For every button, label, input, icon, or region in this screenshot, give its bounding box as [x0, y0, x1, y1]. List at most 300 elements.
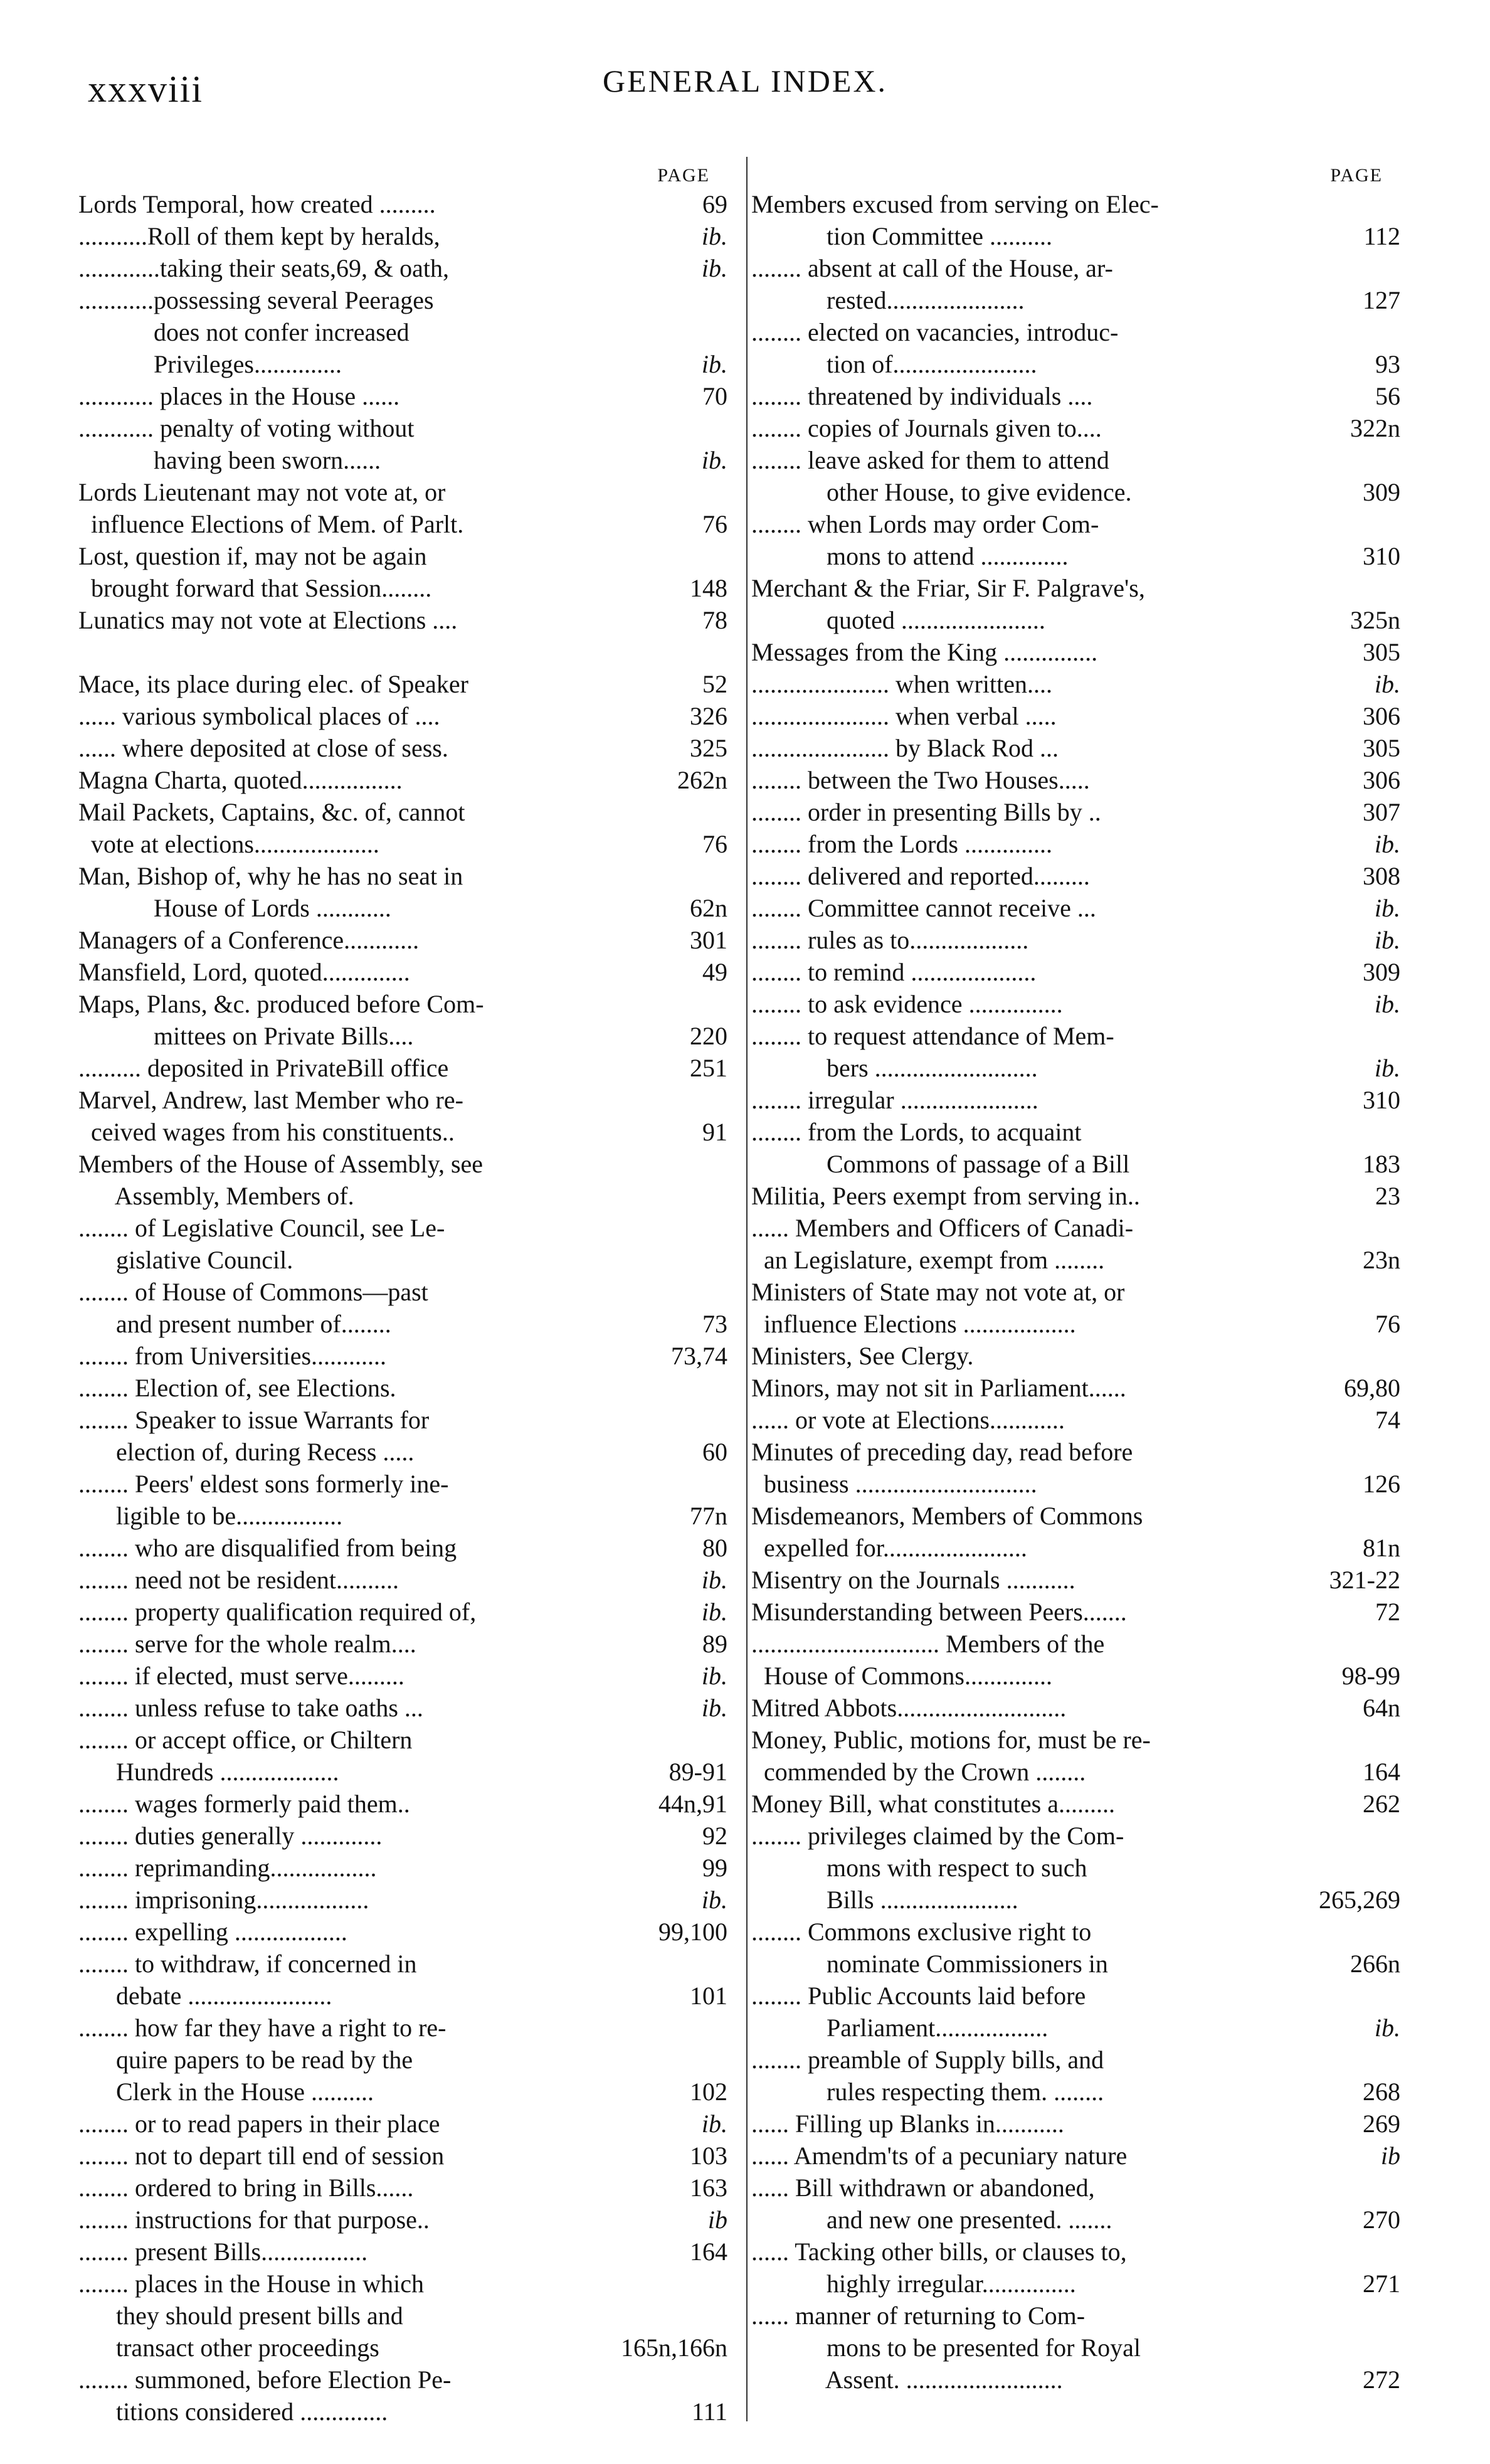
page-reference: 73,74	[671, 1342, 727, 1370]
index-entry	[751, 1724, 1400, 1756]
page-reference: 56	[1375, 382, 1400, 410]
entry-text: Lost, question if, may not be again	[78, 542, 427, 570]
index-entry	[751, 1916, 1400, 1948]
page-reference: 91	[702, 1118, 727, 1146]
entry-text: Misdemeanors, Members of Commons	[751, 1502, 1143, 1530]
entry-text: ........ when Lords may order Com-	[751, 510, 1099, 538]
entry-text: ........ need not be resident..........	[78, 1566, 399, 1594]
page-reference: 89	[702, 1630, 727, 1658]
entry-text: ...... Members and Officers of Canadi-	[751, 1214, 1134, 1242]
page-number: xxxviii	[88, 68, 204, 110]
page-reference: 23	[1375, 1182, 1400, 1210]
page-reference: 326	[690, 702, 727, 730]
index-entry	[751, 828, 1400, 860]
page-reference: 23n	[1363, 1246, 1400, 1274]
entry-text: ...... where deposited at close of sess.	[78, 734, 448, 762]
index-entry	[751, 2236, 1400, 2268]
entry-text: nominate Commissioners in	[751, 1950, 1108, 1978]
index-entry	[78, 252, 727, 284]
running-head: GENERAL INDEX.	[603, 63, 887, 98]
index-entry	[78, 1788, 727, 1820]
page-reference: 76	[702, 830, 727, 858]
index-entry	[751, 1340, 1400, 1372]
entry-text: Commons of passage of a Bill	[751, 1150, 1130, 1178]
entry-text: ligible to be.................	[78, 1502, 343, 1530]
entry-text: rules respecting them. ........	[751, 2078, 1104, 2106]
entry-text: bers ..........................	[751, 1054, 1038, 1082]
index-entry	[78, 1404, 727, 1436]
index-entry	[751, 284, 1400, 316]
index-entry	[78, 348, 727, 380]
entry-text: ........ preamble of Supply bills, and	[751, 2046, 1104, 2074]
page-reference: ib.	[701, 350, 727, 378]
entry-text: quoted .......................	[751, 606, 1045, 634]
page-reference: 270	[1363, 2206, 1400, 2234]
entry-text: other House, to give evidence.	[751, 478, 1132, 506]
page-reference: ib.	[701, 1598, 727, 1626]
page-reference: 183	[1363, 1150, 1400, 1178]
index-entry	[78, 1596, 727, 1628]
entry-text: Magna Charta, quoted................	[78, 766, 403, 794]
page-reference: 49	[702, 958, 727, 986]
page-reference: ib.	[1374, 926, 1400, 954]
index-entry	[751, 476, 1400, 508]
page-reference: 126	[1363, 1470, 1400, 1498]
index-entry	[751, 1852, 1400, 1884]
entry-text: election of, during Recess .....	[78, 1438, 415, 1466]
entry-text: Members excused from serving on Elec-	[751, 190, 1159, 218]
index-entry	[78, 1916, 727, 1948]
index-entry	[78, 636, 727, 668]
page-reference: 93	[1375, 350, 1400, 378]
page-reference: 72	[1375, 1598, 1400, 1626]
index-entry	[78, 1340, 727, 1372]
entry-text: transact other proceedings	[78, 2334, 379, 2362]
index-entry	[78, 956, 727, 988]
entry-text: mons to be presented for Royal	[751, 2334, 1141, 2362]
entry-text: ........ from the Lords, to acquaint	[751, 1118, 1082, 1146]
entry-text: ........ Commons exclusive right to	[751, 1918, 1092, 1946]
page-reference: 308	[1363, 862, 1400, 890]
page-reference: ib.	[701, 1662, 727, 1690]
index-entry	[78, 284, 727, 316]
index-entry	[751, 1692, 1400, 1724]
index-entry	[751, 444, 1400, 476]
index-entry	[751, 2172, 1400, 2204]
page-reference: 98-99	[1341, 1662, 1400, 1690]
entry-text: ...........Roll of them kept by heralds,	[78, 222, 440, 250]
entry-text: Mace, its place during elec. of Speaker	[78, 670, 468, 698]
page-reference: 76	[702, 510, 727, 538]
page-reference: ib.	[701, 446, 727, 474]
index-entry	[78, 988, 727, 1020]
index-entry	[751, 1820, 1400, 1852]
index-entry	[751, 1660, 1400, 1692]
page-reference: ib	[707, 2206, 727, 2234]
entry-text: ........ threatened by individuals ....	[751, 382, 1093, 410]
page-reference: 271	[1363, 2270, 1400, 2298]
page-reference: ib.	[701, 1886, 727, 1914]
index-entry	[751, 1756, 1400, 1788]
index-entry	[78, 1660, 727, 1692]
entry-text: .......... deposited in PrivateBill office	[78, 1054, 449, 1082]
page-reference: 102	[690, 2078, 727, 2106]
entry-text: ............ penalty of voting without	[78, 414, 415, 442]
index-entry	[78, 1724, 727, 1756]
index-entry	[78, 2396, 727, 2428]
page-reference: 262	[1363, 1790, 1400, 1818]
entry-text: Maps, Plans, &c. produced before Com-	[78, 990, 484, 1018]
entry-text: .............................. Members of the	[751, 1630, 1105, 1658]
page-reference: 112	[1363, 222, 1400, 250]
index-entry	[78, 1948, 727, 1980]
page-reference: 163	[690, 2174, 727, 2202]
index-entry	[751, 604, 1400, 636]
index-entry	[751, 1148, 1400, 1180]
index-entry	[751, 508, 1400, 540]
index-entry	[78, 412, 727, 444]
entry-text: ........ from Universities............	[78, 1342, 387, 1370]
index-entry	[78, 700, 727, 732]
entry-text: ........ ordered to bring in Bills......	[78, 2174, 414, 2202]
index-entry	[751, 348, 1400, 380]
index-entry	[78, 2332, 727, 2364]
index-entry	[751, 2364, 1400, 2396]
index-entry	[751, 1596, 1400, 1628]
index-entry	[751, 572, 1400, 604]
entry-text: ........ of Legislative Council, see Le-	[78, 1214, 445, 1242]
entry-text: vote at elections....................	[78, 830, 379, 858]
entry-text: titions considered ..............	[78, 2398, 388, 2426]
entry-text: ........ to request attendance of Mem-	[751, 1022, 1114, 1050]
index-entry	[78, 2044, 727, 2076]
page-column-label: PAGE	[657, 165, 710, 186]
index-entry	[78, 2076, 727, 2108]
entry-text: ........ irregular ......................	[751, 1086, 1038, 1114]
index-entry	[78, 2300, 727, 2332]
index-entry	[751, 1500, 1400, 1532]
index-entry	[78, 476, 727, 508]
entry-text: ...................... by Black Rod ...	[751, 734, 1059, 762]
entry-text: ...... various symbolical places of ....	[78, 702, 440, 730]
page-reference: ib.	[1374, 1054, 1400, 1082]
entry-text: ........ how far they have a right to re-	[78, 2014, 446, 2042]
index-entry	[78, 380, 727, 412]
page-reference: ib.	[701, 222, 727, 250]
entry-text: ........ reprimanding.................	[78, 1854, 377, 1882]
index-entry	[751, 636, 1400, 668]
entry-text: ...... or vote at Elections............	[751, 1406, 1065, 1434]
entry-text: ........ privileges claimed by the Com-	[751, 1822, 1124, 1850]
entry-text: Lunatics may not vote at Elections ....	[78, 606, 458, 634]
entry-text: ........ expelling ..................	[78, 1918, 347, 1946]
index-entry	[751, 1884, 1400, 1916]
index-entry	[751, 1564, 1400, 1596]
index-entry	[78, 892, 727, 924]
page-reference: 148	[690, 574, 727, 602]
index-entry	[751, 188, 1400, 220]
page-reference: 272	[1363, 2366, 1400, 2394]
page-reference: 262n	[677, 766, 727, 794]
entry-text: ...... Filling up Blanks in...........	[751, 2110, 1064, 2138]
entry-text: ........ to withdraw, if concerned in	[78, 1950, 417, 1978]
entry-text: ........ or to read papers in their place	[78, 2110, 440, 2138]
index-entry	[78, 220, 727, 252]
index-entry	[78, 604, 727, 636]
entry-text: Mansfield, Lord, quoted..............	[78, 958, 410, 986]
index-entry	[751, 1180, 1400, 1212]
index-entry	[78, 1820, 727, 1852]
entry-text: Money Bill, what constitutes a.........	[751, 1790, 1115, 1818]
entry-text: ........ elected on vacancies, introduc-	[751, 318, 1119, 346]
index-entry	[751, 1404, 1400, 1436]
index-entry	[751, 1436, 1400, 1468]
entry-text: ........ not to depart till end of session	[78, 2142, 445, 2170]
index-entry	[751, 796, 1400, 828]
index-entry	[751, 1788, 1400, 1820]
entry-text: ........ between the Two Houses.....	[751, 766, 1090, 794]
entry-text: Man, Bishop of, why he has no seat in	[78, 862, 463, 890]
entry-text: ........ Election of, see Elections.	[78, 1374, 396, 1402]
index-entry	[78, 1308, 727, 1340]
entry-text: Lords Lieutenant may not vote at, or	[78, 478, 446, 506]
index-entry	[78, 1212, 727, 1244]
page-reference: 309	[1363, 478, 1400, 506]
page-reference: 321-22	[1329, 1566, 1400, 1594]
entry-text: ...... Amendm'ts of a pecuniary nature	[751, 2142, 1128, 2170]
page-reference: 99,100	[658, 1918, 727, 1946]
entry-text: influence Elections ..................	[751, 1310, 1076, 1338]
page-reference: 60	[702, 1438, 727, 1466]
entry-text: House of Lords ............	[78, 894, 391, 922]
index-entry	[751, 764, 1400, 796]
entry-text: Ministers, See Clergy.	[751, 1342, 974, 1370]
index-entry	[78, 1148, 727, 1180]
entry-text: ........ present Bills.................	[78, 2238, 368, 2266]
index-entry	[751, 2268, 1400, 2300]
page-reference: 64n	[1363, 1694, 1400, 1722]
entry-text: ........ Public Accounts laid before	[751, 1982, 1086, 2010]
index-entry	[751, 988, 1400, 1020]
entry-text: influence Elections of Mem. of Parlt.	[78, 510, 464, 538]
index-entry	[751, 540, 1400, 572]
entry-text: ........ Committee cannot receive ...	[751, 894, 1096, 922]
entry-text: ........ unless refuse to take oaths ...	[78, 1694, 423, 1722]
index-entry	[751, 732, 1400, 764]
entry-text: and new one presented. .......	[751, 2206, 1112, 2234]
entry-text: an Legislature, exempt from ........	[751, 1246, 1105, 1274]
entry-text: Members of the House of Assembly, see	[78, 1150, 483, 1178]
page-reference: 101	[690, 1982, 727, 2010]
page-reference: 127	[1363, 286, 1400, 314]
page-reference: 81n	[1363, 1534, 1400, 1562]
index-entry	[78, 860, 727, 892]
page-reference: 301	[690, 926, 727, 954]
index-entry	[78, 1500, 727, 1532]
entry-text: mons to attend ..............	[751, 542, 1069, 570]
index-column-right	[751, 157, 1400, 2396]
index-entry	[78, 572, 727, 604]
entry-text: Lords Temporal, how created .........	[78, 190, 436, 218]
entry-text: ........ to ask evidence ...............	[751, 990, 1063, 1018]
entry-text: ........ imprisoning..................	[78, 1886, 369, 1914]
index-entry	[78, 1052, 727, 1084]
entry-text: ........ wages formerly paid them..	[78, 1790, 410, 1818]
entry-text: Ministers of State may not vote at, or	[751, 1278, 1125, 1306]
entry-text: Assembly, Members of.	[78, 1182, 354, 1210]
index-entry	[78, 1756, 727, 1788]
column-rule	[746, 157, 748, 2421]
entry-text: ...................... when verbal .....	[751, 702, 1057, 730]
page-reference: 77n	[690, 1502, 727, 1530]
index-entry	[78, 1532, 727, 1564]
entry-text: brought forward that Session........	[78, 574, 432, 602]
entry-text: ........ places in the House in which	[78, 2270, 424, 2298]
entry-text: Merchant & the Friar, Sir F. Palgrave's,	[751, 574, 1145, 602]
page-reference: 251	[690, 1054, 727, 1082]
page-reference: 62n	[690, 894, 727, 922]
index-entry	[751, 2300, 1400, 2332]
page-reference: 76	[1375, 1310, 1400, 1338]
page-reference: ib.	[1374, 894, 1400, 922]
entry-text: Misentry on the Journals ...........	[751, 1566, 1075, 1594]
page-reference: 325n	[1350, 606, 1400, 634]
entry-text: Marvel, Andrew, last Member who re-	[78, 1086, 463, 1114]
index-entry	[751, 892, 1400, 924]
page-reference: ib	[1380, 2142, 1400, 2170]
entry-text: does not confer increased	[78, 318, 409, 346]
index-entry	[78, 1372, 727, 1404]
index-entry	[78, 1628, 727, 1660]
index-entry	[751, 252, 1400, 284]
page-reference: 306	[1363, 702, 1400, 730]
index-column-left	[78, 157, 727, 2428]
entry-text: Clerk in the House ..........	[78, 2078, 374, 2106]
entry-text: ........ property qualification required of,	[78, 1598, 477, 1626]
index-entry	[751, 1948, 1400, 1980]
page-reference: 164	[690, 2238, 727, 2266]
page-reference: 310	[1363, 1086, 1400, 1114]
index-entry	[78, 1180, 727, 1212]
page-reference: 268	[1363, 2078, 1400, 2106]
page-reference: ib.	[701, 1694, 727, 1722]
index-entry	[78, 796, 727, 828]
index-entry	[751, 2108, 1400, 2140]
index-entry	[78, 2140, 727, 2172]
index-entry	[751, 412, 1400, 444]
index-entry	[78, 1244, 727, 1276]
page-reference: 69	[702, 190, 727, 218]
index-entry	[78, 2236, 727, 2268]
entry-text: they should present bills and	[78, 2302, 403, 2330]
page-reference: 44n,91	[658, 1790, 727, 1818]
entry-text: ........ if elected, must serve.........	[78, 1662, 404, 1690]
index-entry	[78, 444, 727, 476]
page-reference: 52	[702, 670, 727, 698]
index-entry	[751, 1980, 1400, 2012]
index-entry	[78, 508, 727, 540]
entry-text: ...................... when written....	[751, 670, 1052, 698]
entry-text: ........ to remind ....................	[751, 958, 1037, 986]
index-entry	[751, 1276, 1400, 1308]
page-reference: 73	[702, 1310, 727, 1338]
page-reference: 307	[1363, 798, 1400, 826]
page-reference: 325	[690, 734, 727, 762]
index-entry	[78, 1852, 727, 1884]
entry-text: highly irregular...............	[751, 2270, 1076, 2298]
page-reference: 310	[1363, 542, 1400, 570]
index-entry	[751, 1468, 1400, 1500]
page-reference: 305	[1363, 734, 1400, 762]
entry-text: ............possessing several Peerages	[78, 286, 434, 314]
page-reference: 269	[1363, 2110, 1400, 2138]
page-reference: 92	[702, 1822, 727, 1850]
page-reference: 99	[702, 1854, 727, 1882]
entry-text: Minutes of preceding day, read before	[751, 1438, 1133, 1466]
entry-text: Mitred Abbots...........................	[751, 1694, 1067, 1722]
index-entry	[78, 1116, 727, 1148]
index-entry	[78, 2268, 727, 2300]
index-entry	[78, 1084, 727, 1116]
page-reference: 70	[702, 382, 727, 410]
entry-text: Money, Public, motions for, must be re-	[751, 1726, 1151, 1754]
entry-text: debate .......................	[78, 1982, 332, 2010]
entry-text: ...... Bill withdrawn or abandoned,	[751, 2174, 1095, 2202]
entry-text: ............ places in the House ......	[78, 382, 400, 410]
index-entry	[751, 316, 1400, 348]
index-entry	[751, 2140, 1400, 2172]
index-entry	[751, 1372, 1400, 1404]
entry-text: ........ instructions for that purpose..	[78, 2206, 430, 2234]
page-reference: 266n	[1350, 1950, 1400, 1978]
entry-text: ...... Tacking other bills, or clauses to,	[751, 2238, 1127, 2266]
page-reference: 80	[702, 1534, 727, 1562]
entry-text: tion Committee ..........	[751, 222, 1052, 250]
index-entry	[751, 700, 1400, 732]
entry-text: Misunderstanding between Peers.......	[751, 1598, 1127, 1626]
page-reference: ib.	[1374, 830, 1400, 858]
entry-text: commended by the Crown ........	[751, 1758, 1086, 1786]
index-entry	[751, 1052, 1400, 1084]
index-entry	[751, 1628, 1400, 1660]
entry-text: .............taking their seats,69, & oath,	[78, 254, 450, 282]
entry-text: ........ delivered and reported.........	[751, 862, 1090, 890]
index-entry	[78, 2364, 727, 2396]
entry-text: ........ of House of Commons—past	[78, 1278, 428, 1306]
index-entry	[78, 2012, 727, 2044]
index-entry	[78, 764, 727, 796]
page-reference: 309	[1363, 958, 1400, 986]
index-entry	[78, 188, 727, 220]
entry-text: ........ absent at call of the House, ar-	[751, 254, 1113, 282]
entry-text: expelled for.......................	[751, 1534, 1027, 1562]
index-entry	[751, 2012, 1400, 2044]
index-entry	[751, 220, 1400, 252]
entry-text: Mail Packets, Captains, &c. of, cannot	[78, 798, 465, 826]
page-column-label: PAGE	[1330, 165, 1383, 186]
index-entry	[751, 2044, 1400, 2076]
entry-text: mittees on Private Bills....	[78, 1022, 414, 1050]
entry-text: ...... manner of returning to Com-	[751, 2302, 1086, 2330]
entry-text: Hundreds ...................	[78, 1758, 339, 1786]
entry-text: ........ or accept office, or Chiltern	[78, 1726, 413, 1754]
entry-text: ........ summoned, before Election Pe-	[78, 2366, 452, 2394]
index-entry	[78, 1276, 727, 1308]
page-reference: 164	[1363, 1758, 1400, 1786]
entry-text: House of Commons..............	[751, 1662, 1052, 1690]
entry-text: ........ serve for the whole realm....	[78, 1630, 416, 1658]
index-entry	[78, 1436, 727, 1468]
